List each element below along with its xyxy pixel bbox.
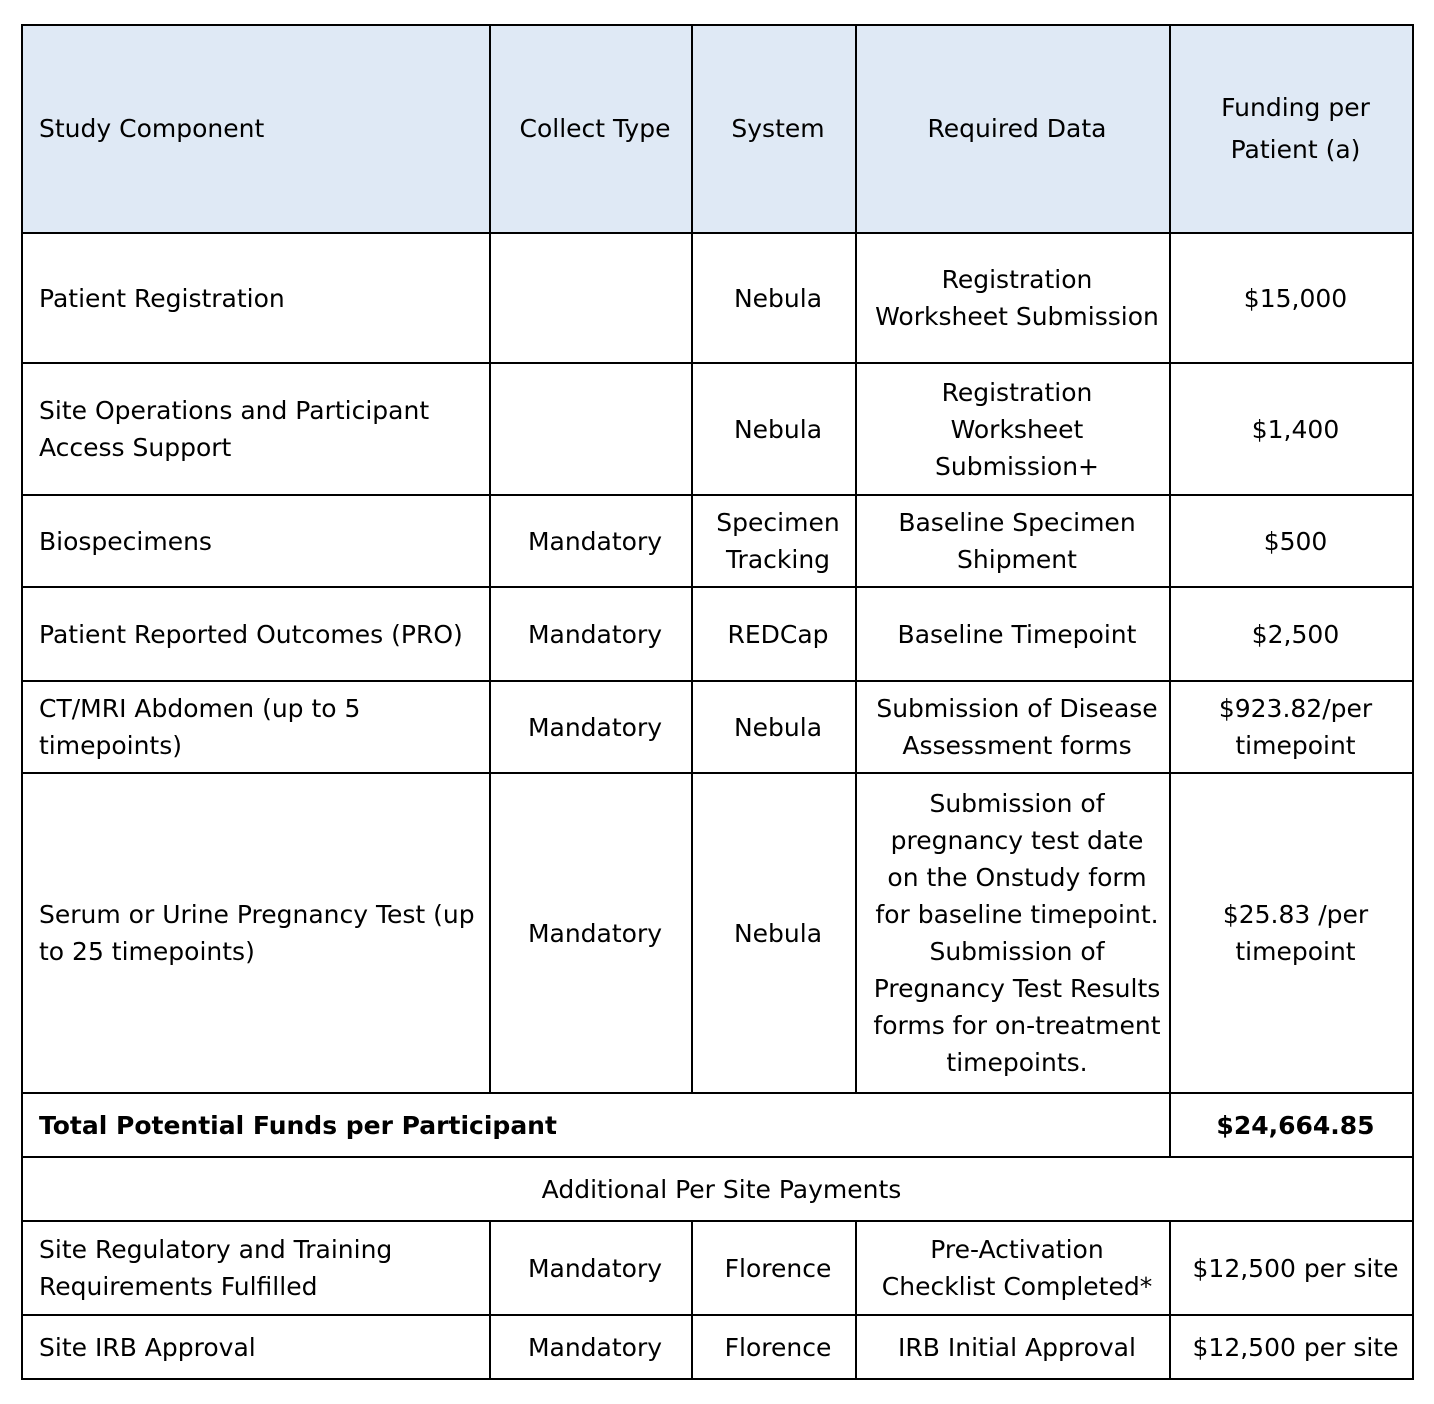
required-data-cell: Submission of Disease Assessment forms bbox=[856, 681, 1170, 773]
funding-table bbox=[21, 24, 1414, 1380]
required-data-cell: Registration Worksheet Submission+ bbox=[856, 363, 1170, 495]
funding-cell: $500 bbox=[1170, 495, 1413, 587]
header-required-data: Required Data bbox=[856, 25, 1170, 233]
study-component-cell: Serum or Urine Pregnancy Test (up to 25 timepoints) bbox=[22, 773, 490, 1093]
total-value: $24,664.85 bbox=[1170, 1093, 1413, 1157]
system-cell: Nebula bbox=[692, 363, 856, 495]
header-collect-type: Collect Type bbox=[490, 25, 692, 233]
table-row bbox=[22, 363, 1413, 495]
funding-cell: $2,500 bbox=[1170, 587, 1413, 681]
collect-type-cell bbox=[490, 363, 692, 495]
funding-cell: $1,400 bbox=[1170, 363, 1413, 495]
collect-type-cell: Mandatory bbox=[490, 773, 692, 1093]
table-row bbox=[22, 495, 1413, 587]
required-data-cell: Pre-Activation Checklist Completed* bbox=[856, 1221, 1170, 1315]
table-row bbox=[22, 587, 1413, 681]
additional-heading-row bbox=[22, 1157, 1413, 1221]
table-row bbox=[22, 681, 1413, 773]
study-component-cell: Patient Registration bbox=[22, 233, 490, 363]
total-row bbox=[22, 1093, 1413, 1157]
system-cell: Specimen Tracking bbox=[692, 495, 856, 587]
funding-cell: $12,500 per site bbox=[1170, 1221, 1413, 1315]
funding-cell: $25.83 /per timepoint bbox=[1170, 773, 1413, 1093]
required-data-cell: IRB Initial Approval bbox=[856, 1315, 1170, 1379]
collect-type-cell: Mandatory bbox=[490, 681, 692, 773]
system-cell: Florence bbox=[692, 1221, 856, 1315]
required-data-cell: Baseline Specimen Shipment bbox=[856, 495, 1170, 587]
header-study-component: Study Component bbox=[22, 25, 490, 233]
table-row bbox=[22, 1221, 1413, 1315]
required-data-cell: Registration Worksheet Submission bbox=[856, 233, 1170, 363]
required-data-cell: Baseline Timepoint bbox=[856, 587, 1170, 681]
system-cell: Florence bbox=[692, 1315, 856, 1379]
collect-type-cell: Mandatory bbox=[490, 587, 692, 681]
funding-cell: $15,000 bbox=[1170, 233, 1413, 363]
system-cell: REDCap bbox=[692, 587, 856, 681]
header-funding: Funding per Patient (a) bbox=[1170, 25, 1413, 233]
system-cell: Nebula bbox=[692, 233, 856, 363]
study-component-cell: Site Regulatory and Training Requirements Fulfilled bbox=[22, 1221, 490, 1315]
total-label: Total Potential Funds per Participant bbox=[22, 1093, 1170, 1157]
study-component-cell: Site IRB Approval bbox=[22, 1315, 490, 1379]
study-component-cell: Biospecimens bbox=[22, 495, 490, 587]
header-row bbox=[22, 25, 1413, 233]
table-row bbox=[22, 233, 1413, 363]
additional-heading: Additional Per Site Payments bbox=[22, 1157, 1413, 1221]
study-component-cell: Patient Reported Outcomes (PRO) bbox=[22, 587, 490, 681]
required-data-cell: Submission of pregnancy test date on the Onstudy form for baseline timepoint. Submission of Pregnancy Test Results forms for on-treatment timepoints. bbox=[856, 773, 1170, 1093]
collect-type-cell: Mandatory bbox=[490, 1315, 692, 1379]
study-component-cell: CT/MRI Abdomen (up to 5 timepoints) bbox=[22, 681, 490, 773]
header-system: System bbox=[692, 25, 856, 233]
collect-type-cell bbox=[490, 233, 692, 363]
table-row bbox=[22, 773, 1413, 1093]
funding-cell: $923.82/per timepoint bbox=[1170, 681, 1413, 773]
collect-type-cell: Mandatory bbox=[490, 1221, 692, 1315]
table-row bbox=[22, 1315, 1413, 1379]
system-cell: Nebula bbox=[692, 773, 856, 1093]
funding-cell: $12,500 per site bbox=[1170, 1315, 1413, 1379]
system-cell: Nebula bbox=[692, 681, 856, 773]
collect-type-cell: Mandatory bbox=[490, 495, 692, 587]
study-component-cell: Site Operations and Participant Access Support bbox=[22, 363, 490, 495]
